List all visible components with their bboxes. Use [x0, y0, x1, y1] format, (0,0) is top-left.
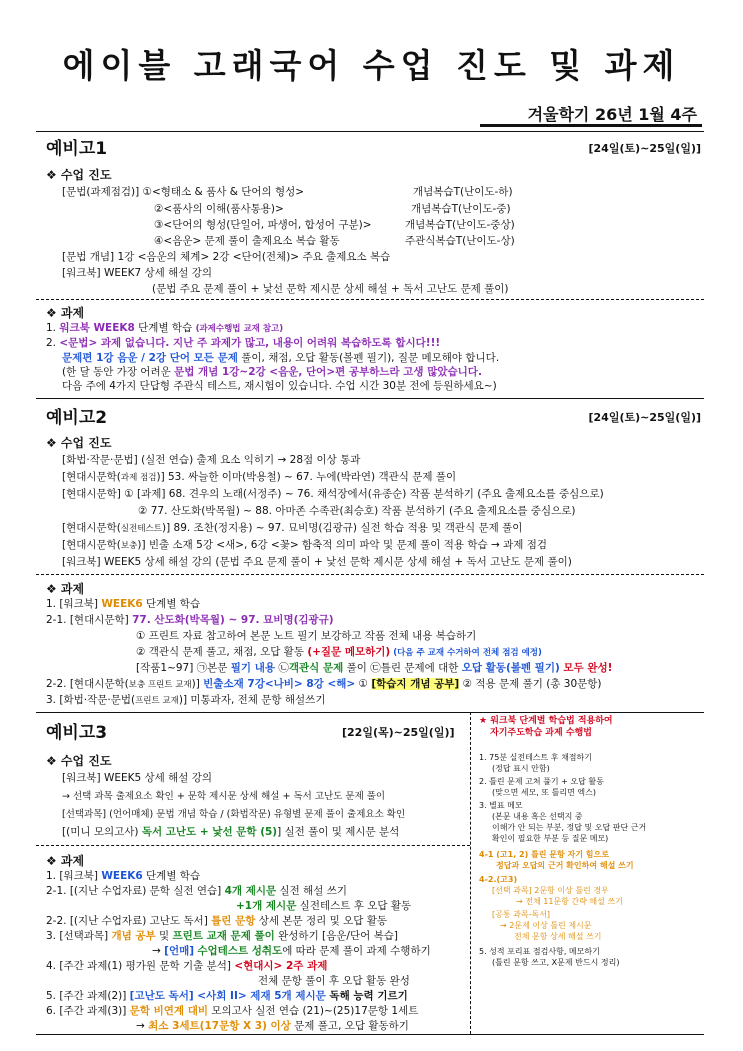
divider	[36, 398, 704, 399]
homework-line: ① 프린트 자료 참고하여 본문 노트 필기 보강하고 작품 전체 내용 복습하기	[136, 630, 477, 642]
dashed-divider	[36, 574, 704, 575]
homework-line: 2-2. [(지난 수업자료) 고난도 독서] 틀린 문항 상세 본문 정리 및 오답 활동	[46, 915, 387, 927]
dashed-divider	[36, 299, 704, 300]
homework-line: 1. 워크북 WEEK8 단계별 학습 (과제수행법 교재 참고)	[46, 322, 284, 334]
sidebar-line: → 2문제 이상 틀린 제시문	[500, 921, 592, 930]
sidebar-line: → 전체 11문항 간략 해설 쓰기	[516, 897, 623, 906]
homework-line: (한 달 동안 가장 어려운 문법 개념 1강~2강 <음운, 단어>편 공부하느라 고생 많았습니다.	[62, 366, 482, 378]
sidebar-line: [선택 과목] 2문항 이상 틀린 경우	[492, 886, 609, 895]
progress-heading: ❖ 수업 진도	[46, 436, 112, 450]
progress-heading: ❖ 수업 진도	[46, 168, 112, 182]
homework-heading: ❖ 과제	[46, 306, 85, 320]
term-subtitle: 겨울학기 26년 1월 4주	[527, 105, 697, 124]
progress-line: [현대시문학(보충)] 빈출 소재 5강 <새>, 6강 <꽃> 함축적 의미 파악 및 문제 풀이 적용 학습 → 과제 점검	[62, 539, 547, 551]
divider	[36, 1034, 704, 1035]
progress-line: [워크북] WEEK7 상세 해설 강의	[62, 267, 213, 279]
homework-line: ② 객관식 문제 풀고, 채점, 오답 활동 (+질문 메모하기) (다음 주 교재 수거하여 전체 점검 예정)	[136, 646, 542, 658]
sidebar-line: [공통 과목-독서]	[492, 910, 551, 919]
sidebar-line: 정답과 오답의 근거 확인하여 해설 쓰기	[496, 861, 634, 870]
sidebar-line: 4-2.(고3)	[479, 875, 518, 884]
progress-line: [워크북] WEEK5 상세 해설 강의	[62, 772, 213, 784]
progress-line: ②<품사의 이해(품사통용)>	[154, 203, 284, 215]
progress-level: 개념복습T(난이도-중상)	[405, 219, 515, 231]
progress-line: [현대시문학(과제 점검)] 53. 싸늘한 이마(박용철) ~ 67. 누에(박라연) 객관식 문제 풀이	[62, 471, 457, 483]
progress-level: 개념복습T(난이도-하)	[413, 186, 513, 198]
homework-line: 2-1. [현대시문학] 77. 산도화(박목월) ~ 97. 묘비명(김광규)	[46, 614, 334, 626]
progress-line: ② 77. 산도화(박목월) ~ 88. 아마존 수족관(최승호) 작품 분석하기 (주요 출제요소를 중심으로)	[138, 505, 576, 517]
sidebar-line: 4-1 (고1, 2) 틀린 문항 자기 힘으로	[479, 850, 609, 859]
section-title-3: 예비고3	[46, 723, 108, 743]
homework-line: 2-1. [(지난 수업자료) 문학 실전 연습] 4개 제시문 실전 해설 쓰기	[46, 885, 348, 897]
homework-line: 4. [주간 과제(1) 평가원 문학 기출 분석] <현대시> 2주 과제	[46, 960, 328, 972]
column-divider	[470, 712, 471, 1034]
sidebar-heading: ★ 워크북 단계별 학습법 적용하여	[479, 716, 613, 726]
sidebar-line: (틀린 문항 쓰고, X문제 반드시 정리)	[492, 958, 620, 967]
homework-heading: ❖ 과제	[46, 582, 85, 596]
homework-line: 다음 주에 4가지 단답형 주관식 테스트, 재시험이 있습니다. 수업 시간 30분 전에 등원하세요~)	[62, 380, 497, 392]
dashed-divider	[36, 845, 470, 846]
section-date-3: [22일(목)~25일(일)]	[342, 726, 455, 739]
progress-line: [화법·작문·문법] (실전 연습) 출제 요소 익히기 → 28점 이상 통과	[62, 454, 361, 466]
progress-level: 주관식복습T(난이도-상)	[405, 235, 515, 247]
homework-line: 1. [워크북] WEEK6 단계별 학습	[46, 870, 201, 882]
progress-line: [현대시문학] ① [과제] 68. 견우의 노래(서정주) ~ 76. 채석장에서(유종순) 작품 분석하기 (주요 출제요소를 중심으로)	[62, 488, 604, 500]
homework-line: 전체 문항 풀이 후 오답 활동 완성	[258, 975, 410, 987]
sidebar-line: (정답 표시 안함)	[492, 764, 550, 773]
homework-line: 2-2. [현대시문학(보충 프린트 교재)] 빈출소재 7강<나비> 8강 <해> ① [학습지 개념 공부] ② 적용 문제 풀기 (총 30문항)	[46, 678, 602, 690]
progress-level: 개념복습T(난이도-중)	[411, 203, 511, 215]
progress-line: [워크북] WEEK5 상세 해설 강의 (문법 주요 문제 풀이 + 낯선 문학 제시문 상세 해설 + 독서 고난도 문제 풀이)	[62, 556, 572, 568]
page-title: 에이블 고래국어 수업 진도 및 과제	[62, 46, 681, 85]
subtitle-underline	[480, 124, 702, 127]
divider	[36, 712, 704, 713]
progress-line: ③<단어의 형성(단일어, 파생어, 합성어 구분)>	[154, 219, 372, 231]
section-date-1: [24일(토)~25일(일)]	[588, 142, 701, 155]
homework-line: 5. [주간 과제(2)] [고난도 독서] <사회 II> 제재 5개 제시문 독해 능력 기르기	[46, 990, 408, 1002]
sidebar-heading: 자기주도학습 과제 수행법	[490, 728, 592, 738]
homework-line: → [언매] 수업테스트 성취도에 따라 문제 풀이 과제 수행하기	[152, 945, 431, 957]
homework-heading: ❖ 과제	[46, 854, 85, 868]
homework-line: → 최소 3세트(17문항 X 3) 이상 문제 풀고, 오답 활동하기	[136, 1020, 409, 1032]
progress-line: [선택과목] (언어매체) 문법 개념 학습 / (화법작문) 유형별 문제 풀이 출제요소 확인	[62, 809, 406, 820]
progress-line: → 선택 과목 출제요소 확인 + 문학 제시문 상세 해설 + 독서 고난도 문제 풀이	[62, 791, 386, 802]
homework-line: 3. [선택과목] 개념 공부 및 프린트 교재 문제 풀이 완성하기 [음운/단어 복습]	[46, 930, 398, 942]
progress-line: (문법 주요 문제 풀이 + 낯선 문학 제시문 상세 해설 + 독서 고난도 문제 풀이)	[152, 283, 509, 295]
progress-line: [문법 개념] 1강 <음운의 체계> 2강 <단어(전체)> 주요 출제요소 복습	[62, 251, 391, 263]
progress-line: [문법(과제점검)] ①<형태소 & 품사 & 단어의 형성>	[62, 186, 305, 198]
progress-line: [(미니 모의고사) 독서 고난도 + 낯선 문학 (5)] 실전 풀이 및 제시문 분석	[62, 826, 400, 838]
sidebar-line: 2. 틀린 문제 고쳐 풀기 + 오답 활동	[479, 777, 604, 786]
section-date-2: [24일(토)~25일(일)]	[588, 411, 701, 424]
sidebar-line: (맞으면 세모, 또 틀리면 엑스)	[492, 788, 596, 797]
homework-line: +1개 제시문 실전테스트 후 오답 활동	[236, 900, 412, 912]
homework-line: 문제편 1강 음운 / 2강 단어 모든 문제 풀이, 채점, 오답 활동(볼펜 필기), 질문 메모해야 합니다.	[62, 352, 500, 364]
sidebar-line: 5. 성적 포리표 점검사항, 메모하기	[479, 947, 600, 956]
homework-line: 6. [주간 과제(3)] 문학 비연계 대비 모의고사 실전 연습 (21)~(25)17문항 1세트	[46, 1005, 419, 1017]
homework-line: [작품1~97] ㉠본문 필기 내용 ㉡객관식 문제 풀이 ㉢틀린 문제에 대한 오답 활동(볼펜 필기) 모두 완성!	[136, 662, 613, 674]
progress-heading: ❖ 수업 진도	[46, 754, 112, 768]
section-title-2: 예비고2	[46, 408, 108, 428]
homework-line: 2. <문법> 과제 없습니다. 지난 주 과제가 많고, 내용이 어려워 복습하도록 합시다!!!	[46, 337, 441, 349]
sidebar-line: 전체 문항 상세 해설 쓰기	[514, 932, 602, 941]
homework-line: 1. [워크북] WEEK6 단계별 학습	[46, 598, 201, 610]
sidebar-line: 확인이 필요한 부분 등 질문 메모)	[492, 834, 609, 843]
sidebar-line: 1. 75분 실전테스트 후 채점하기	[479, 753, 592, 762]
divider	[36, 131, 704, 132]
section-title-1: 예비고1	[46, 139, 108, 159]
sidebar-line: 3. 별표 메모	[479, 801, 523, 810]
homework-line: 3. [화법·작문·문법(프린트 교재)] 미통과자, 전체 문항 해설쓰기	[46, 694, 326, 706]
sidebar-line: (본문 내용 혹은 선택지 중	[492, 812, 583, 821]
sidebar-line: 이해가 안 되는 부분, 정답 및 오답 판단 근거	[492, 823, 647, 832]
progress-line: [현대시문학(실전테스트)] 89. 조찬(정지용) ~ 97. 묘비명(김광규) 실전 학습 적용 및 객관식 문제 풀이	[62, 522, 523, 534]
progress-line: ④<음운> 문제 풀이 출제요소 복습 활동	[154, 235, 340, 247]
